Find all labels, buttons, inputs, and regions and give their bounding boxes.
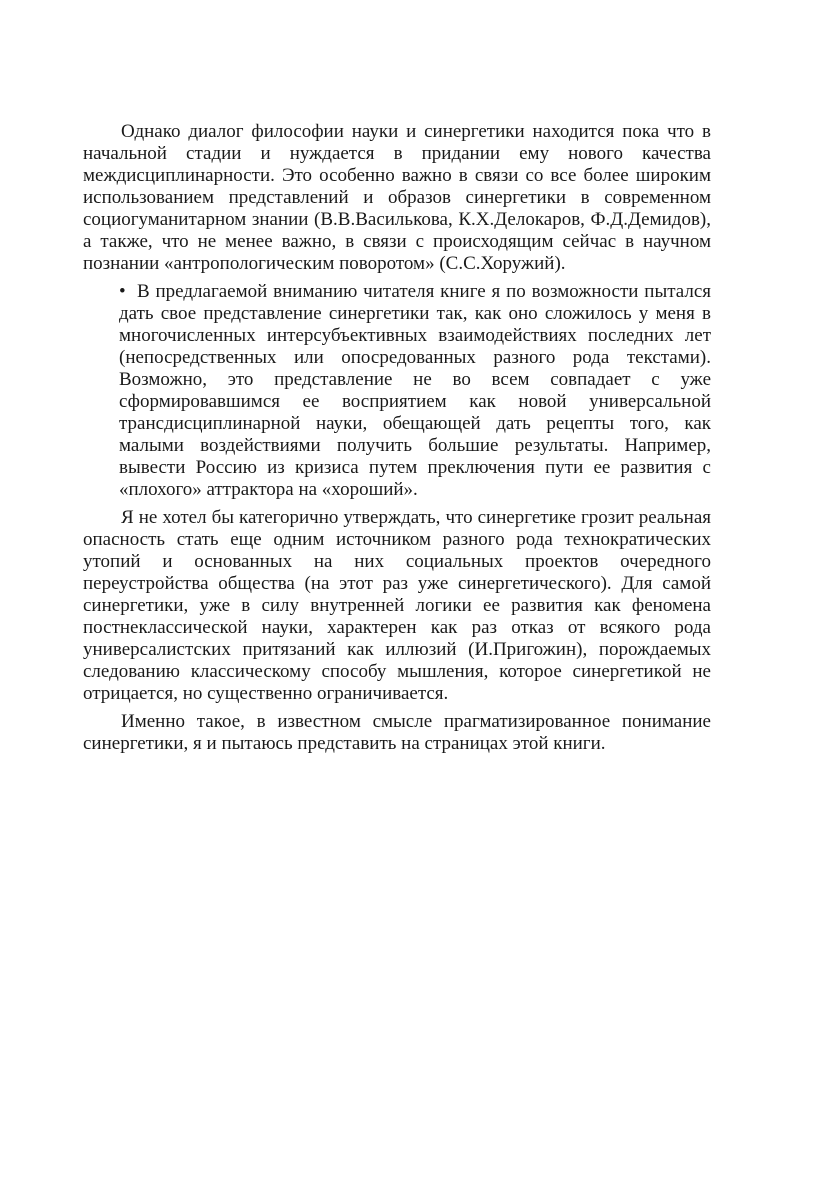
paragraph-2-text: В предлагаемой вниманию читателя книге я по возможности пытался дать свое представление синергетики так, как оно сложилось у меня в многочисленных интерсубъективных взаимодействиях последних лет (непосредственных или опосредованных разного рода текстами). Возможно, это представление не во всем совпадает с уже сформировавшимся ее восприятием как новой универсальной трансдисциплинарной науки, обещающей дать рецепты того, как малыми воздействиями получить большие результаты. Например, вывести Россию из кризиса путем преключения пути ее развития с «плохого» аттрактора на «хороший». [119,281,711,500]
bullet-icon: • [119,281,126,302]
paragraph-4: Именно такое, в известном смысле прагматизированное понимание синергетики, я и пытаюсь представить на страницах этой книги. [83,711,711,754]
body-text [83,121,711,761]
paragraph-3: Я не хотел бы категорично утверждать, что синергетике грозит реальная опасность стать еще одним источником разного рода технократических утопий и основанных на них социальных проектов очередного переустройства общества (на этот раз уже синергетического). Для самой синергетики, уже в силу внутренней логики ее развития как феномена постнеклассической науки, характерен как раз отказ от всякого рода универсалистских притязаний как иллюзий (И.Пригожин), порождаемых следованию классическому способу мышления, которое синергетикой не отрицается, но существенно ограничивается. [83,507,711,704]
paragraph-1: Однако диалог философии науки и синергетики находится пока что в начальной стадии и нуждается в придании ему нового качества междисциплинарности. Это особенно важно в связи со все более широким использованием представлений и образов синергетики в современном социогуманитарном знании (В.В.Василькова, К.Х.Делокаров, Ф.Д.Демидов), а также, что не менее важно, в связи с происходящим сейчас в научном познании «антропологическим поворотом» (С.С.Хоружий). [83,121,711,274]
paragraph-2-bullet [119,281,711,501]
